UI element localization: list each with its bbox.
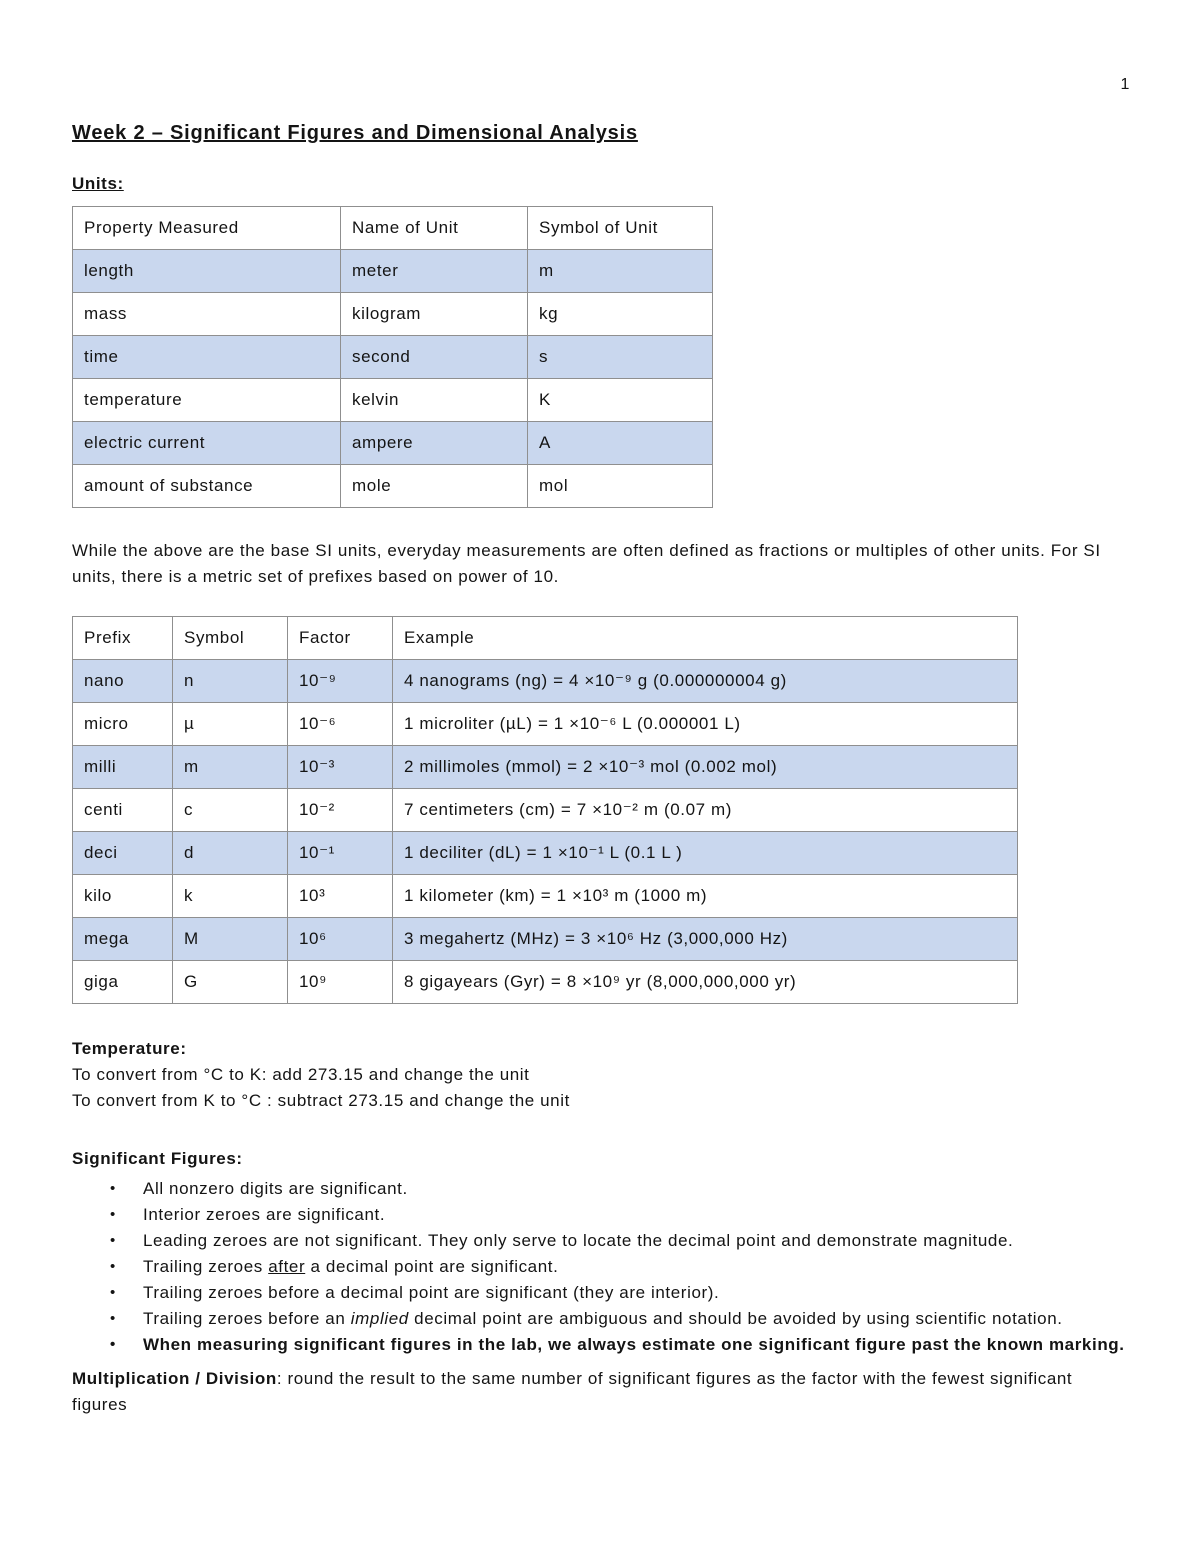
table-cell: milli xyxy=(73,746,173,789)
table-cell: K xyxy=(528,379,713,422)
temperature-line-1: To convert from °C to K: add 273.15 and change the unit xyxy=(72,1065,530,1084)
text-segment: Multiplication / Division xyxy=(72,1369,277,1388)
table-cell: amount of substance xyxy=(73,465,341,508)
column-header: Factor xyxy=(288,617,393,660)
column-header: Name of Unit xyxy=(341,207,528,250)
table-cell: 10⁶ xyxy=(288,918,393,961)
bullet-marker-icon: • xyxy=(110,1284,116,1301)
table-cell: A xyxy=(528,422,713,465)
table-cell: c xyxy=(173,789,288,832)
page-number: 1 xyxy=(1120,76,1130,93)
text-segment: Trailing zeroes before an xyxy=(143,1309,351,1328)
table-cell: centi xyxy=(73,789,173,832)
table-row xyxy=(73,703,1018,746)
table-cell: time xyxy=(73,336,341,379)
temperature-heading: Temperature: xyxy=(72,1039,187,1058)
table-cell: 10⁻⁶ xyxy=(288,703,393,746)
table-cell: meter xyxy=(341,250,528,293)
table-cell: micro xyxy=(73,703,173,746)
table-cell: temperature xyxy=(73,379,341,422)
table-cell: 1 microliter (µL) = 1 ×10⁻⁶ L (0.000001 L) xyxy=(393,703,1018,746)
table-cell: deci xyxy=(73,832,173,875)
bullet-text xyxy=(143,1335,1125,1354)
text-segment: Trailing zeroes before a decimal point are significant (they are interior). xyxy=(143,1283,720,1302)
bullet-text xyxy=(143,1205,385,1224)
table-row xyxy=(73,832,1018,875)
table-row xyxy=(73,789,1018,832)
table-row xyxy=(73,660,1018,703)
table-cell: k xyxy=(173,875,288,918)
table-cell: M xyxy=(173,918,288,961)
text-segment: : round the result to the same number of significant figures as the factor with the fewest significant figures xyxy=(72,1369,1073,1414)
table-row xyxy=(73,250,713,293)
column-header: Example xyxy=(393,617,1018,660)
table-cell: d xyxy=(173,832,288,875)
table-cell: m xyxy=(173,746,288,789)
bullet-marker-icon: • xyxy=(110,1310,116,1327)
bullet-text xyxy=(143,1309,1063,1328)
bullet-marker-icon: • xyxy=(110,1258,116,1275)
bullet-text xyxy=(143,1179,408,1198)
intro-paragraph: While the above are the base SI units, everyday measurements are often defined as fractions or multiples of other units. For SI units, there is a metric set of prefixes based on power of 10. xyxy=(72,541,1101,586)
document-title: Week 2 – Significant Figures and Dimensional Analysis xyxy=(72,122,638,144)
table-cell: nano xyxy=(73,660,173,703)
text-segment: When measuring significant figures in the lab, we always estimate one significant figure past the known marking. xyxy=(143,1335,1125,1354)
bullet-marker-icon: • xyxy=(110,1232,116,1249)
table-cell: 4 nanograms (ng) = 4 ×10⁻⁹ g (0.000000004 g) xyxy=(393,660,1018,703)
bullet-item xyxy=(110,1176,1128,1202)
table-row xyxy=(73,336,713,379)
temperature-line-2: To convert from K to °C : subtract 273.15 and change the unit xyxy=(72,1091,570,1110)
table-cell: mega xyxy=(73,918,173,961)
table-row xyxy=(73,293,713,336)
table-row xyxy=(73,961,1018,1004)
table-cell: 7 centimeters (cm) = 7 ×10⁻² m (0.07 m) xyxy=(393,789,1018,832)
table-row xyxy=(73,875,1018,918)
table-row xyxy=(73,422,713,465)
table-row xyxy=(73,746,1018,789)
text-segment: a decimal point are significant. xyxy=(305,1257,559,1276)
table-cell: 8 gigayears (Gyr) = 8 ×10⁹ yr (8,000,000,000 yr) xyxy=(393,961,1018,1004)
bullet-marker-icon: • xyxy=(110,1206,116,1223)
table-cell: s xyxy=(528,336,713,379)
table-cell: 10⁻³ xyxy=(288,746,393,789)
table-cell: mol xyxy=(528,465,713,508)
bullet-marker-icon: • xyxy=(110,1180,116,1197)
bullet-item xyxy=(110,1306,1128,1332)
bullet-item xyxy=(110,1202,1128,1228)
table-cell: kelvin xyxy=(341,379,528,422)
prefix-table xyxy=(72,616,1018,1004)
text-segment: All nonzero digits are significant. xyxy=(143,1179,408,1198)
table-cell: 10⁹ xyxy=(288,961,393,1004)
table-cell: 2 millimoles (mmol) = 2 ×10⁻³ mol (0.002 mol) xyxy=(393,746,1018,789)
text-segment: Trailing zeroes xyxy=(143,1257,269,1276)
bullet-item xyxy=(110,1254,1128,1280)
table-cell: electric current xyxy=(73,422,341,465)
table-cell: giga xyxy=(73,961,173,1004)
text-segment: Leading zeroes are not significant. They only serve to locate the decimal point and demonstrate magnitude. xyxy=(143,1231,1014,1250)
sigfigs-bullet-list xyxy=(72,1176,1128,1358)
table-cell: 10⁻¹ xyxy=(288,832,393,875)
table-cell: second xyxy=(341,336,528,379)
table-header-row xyxy=(73,617,1018,660)
text-segment: decimal point are ambiguous and should be avoided by using scientific notation. xyxy=(408,1309,1063,1328)
table-cell: 10⁻² xyxy=(288,789,393,832)
table-header-row xyxy=(73,207,713,250)
column-header: Symbol of Unit xyxy=(528,207,713,250)
units-table xyxy=(72,206,713,508)
column-header: Property Measured xyxy=(73,207,341,250)
text-segment: implied xyxy=(350,1309,409,1328)
table-cell: mass xyxy=(73,293,341,336)
column-header: Symbol xyxy=(173,617,288,660)
text-segment: Interior zeroes are significant. xyxy=(143,1205,386,1224)
table-cell: µ xyxy=(173,703,288,746)
table-row xyxy=(73,918,1018,961)
bullet-item xyxy=(110,1228,1128,1254)
multiplication-paragraph xyxy=(72,1366,1128,1418)
bullet-text xyxy=(143,1257,558,1276)
bullet-item xyxy=(110,1280,1128,1306)
table-cell: m xyxy=(528,250,713,293)
bullet-marker-icon: • xyxy=(110,1336,116,1353)
table-cell: length xyxy=(73,250,341,293)
text-segment: after xyxy=(268,1257,306,1276)
table-cell: kilo xyxy=(73,875,173,918)
table-row xyxy=(73,379,713,422)
table-cell: G xyxy=(173,961,288,1004)
table-row xyxy=(73,465,713,508)
units-heading: Units: xyxy=(72,174,124,193)
table-cell: kilogram xyxy=(341,293,528,336)
table-cell: 3 megahertz (MHz) = 3 ×10⁶ Hz (3,000,000 Hz) xyxy=(393,918,1018,961)
bullet-text xyxy=(143,1231,1013,1250)
table-cell: mole xyxy=(341,465,528,508)
table-cell: 10⁻⁹ xyxy=(288,660,393,703)
bullet-item xyxy=(110,1332,1128,1358)
column-header: Prefix xyxy=(73,617,173,660)
table-cell: 1 deciliter (dL) = 1 ×10⁻¹ L (0.1 L ) xyxy=(393,832,1018,875)
sigfigs-heading: Significant Figures: xyxy=(72,1149,243,1168)
table-cell: 1 kilometer (km) = 1 ×10³ m (1000 m) xyxy=(393,875,1018,918)
table-cell: ampere xyxy=(341,422,528,465)
bullet-text xyxy=(143,1283,719,1302)
table-cell: n xyxy=(173,660,288,703)
table-cell: kg xyxy=(528,293,713,336)
table-cell: 10³ xyxy=(288,875,393,918)
